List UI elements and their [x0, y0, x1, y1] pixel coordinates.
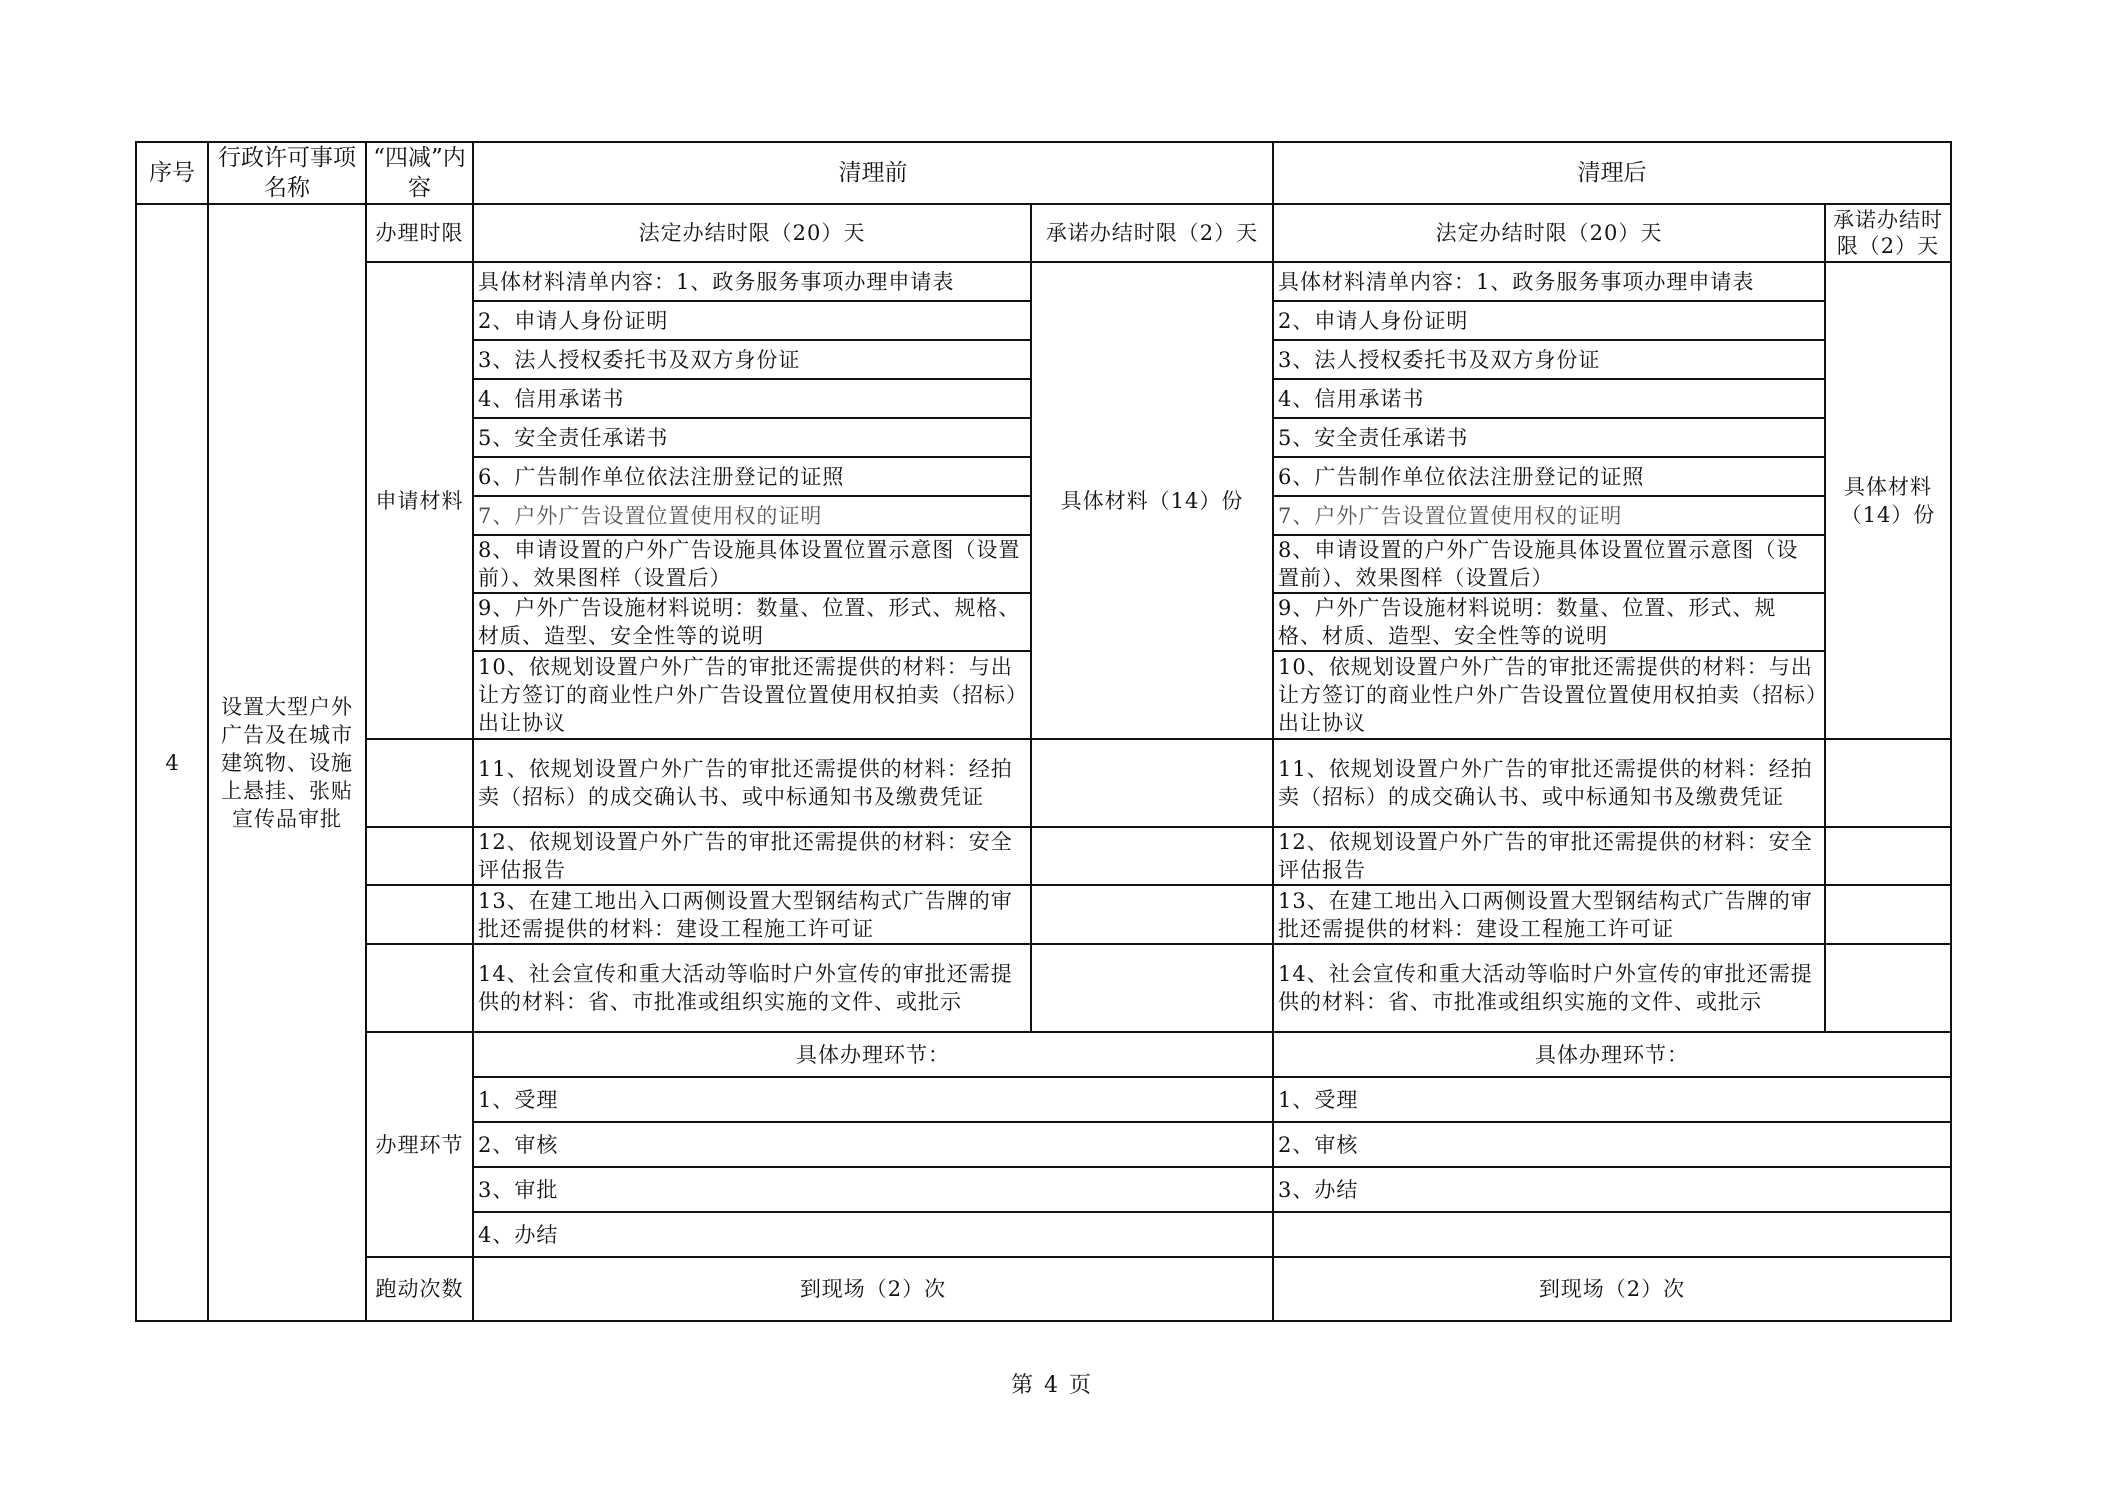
after-material-item: 12、依规划设置户外广告的审批还需提供的材料：安全评估报告 [1273, 827, 1825, 885]
after-steps-title: 具体办理环节： [1273, 1032, 1951, 1077]
after-step-blank-cell [1273, 1212, 1951, 1257]
before-blank-cell [1031, 885, 1273, 944]
item-name: 设置大型户外广告及在城市建筑物、设施上悬挂、张贴宣传品审批 [208, 204, 366, 1321]
category-materials: 申请材料 [366, 262, 473, 739]
header-after: 清理后 [1273, 142, 1951, 204]
item-seq: 4 [136, 204, 208, 1321]
before-material-item: 10、依规划设置户外广告的审批还需提供的材料：与出让方签订的商业性户外广告设置位置使用权拍卖（招标）出让协议 [473, 651, 1031, 739]
after-material-item: 14、社会宣传和重大活动等临时户外宣传的审批还需提供的材料：省、市批准或组织实施的文件、或批示 [1273, 944, 1825, 1032]
after-materials-count: 具体材料（14）份 [1825, 262, 1951, 739]
after-legal-limit: 法定办结时限（20）天 [1273, 204, 1825, 262]
after-material-item: 4、信用承诺书 [1273, 379, 1825, 418]
after-material-item: 6、广告制作单位依法注册登记的证照 [1273, 457, 1825, 496]
after-material-item: 3、法人授权委托书及双方身份证 [1273, 340, 1825, 379]
before-material-item: 13、在建工地出入口两侧设置大型钢结构式广告牌的审批还需提供的材料：建设工程施工许可证 [473, 885, 1031, 944]
before-promise-limit: 承诺办结时限（2）天 [1031, 204, 1273, 262]
header-before: 清理前 [473, 142, 1273, 204]
after-material-item: 8、申请设置的户外广告设施具体设置位置示意图（设置前）、效果图样（设置后） [1273, 535, 1825, 593]
before-blank-cell [1031, 944, 1273, 1032]
after-blank-cell [1825, 885, 1951, 944]
before-material-item: 12、依规划设置户外广告的审批还需提供的材料：安全评估报告 [473, 827, 1031, 885]
before-material-item: 2、申请人身份证明 [473, 301, 1031, 340]
category-blank-cell [366, 827, 473, 885]
before-step-item: 4、办结 [473, 1212, 1273, 1257]
after-promise-limit: 承诺办结时限（2）天 [1825, 204, 1951, 262]
header-seq: 序号 [136, 142, 208, 204]
after-step-item: 1、受理 [1273, 1077, 1951, 1122]
before-material-item: 7、户外广告设置位置使用权的证明 [473, 496, 1031, 535]
after-material-item: 10、依规划设置户外广告的审批还需提供的材料：与出让方签订的商业性户外广告设置位置使用权拍卖（招标）出让协议 [1273, 651, 1825, 739]
before-step-item: 1、受理 [473, 1077, 1273, 1122]
before-material-item: 14、社会宣传和重大活动等临时户外宣传的审批还需提供的材料：省、市批准或组织实施的文件、或批示 [473, 944, 1031, 1032]
category-blank-cell [366, 885, 473, 944]
before-visits: 到现场（2）次 [473, 1257, 1273, 1321]
after-material-item: 具体材料清单内容：1、政务服务事项办理申请表 [1273, 262, 1825, 301]
category-steps: 办理环节 [366, 1032, 473, 1257]
before-blank-cell [1031, 827, 1273, 885]
after-blank-cell [1825, 944, 1951, 1032]
after-blank-cell [1825, 739, 1951, 827]
review-table [135, 141, 1952, 1322]
category-blank-cell [366, 739, 473, 827]
after-material-item: 7、户外广告设置位置使用权的证明 [1273, 496, 1825, 535]
before-step-item: 3、审批 [473, 1167, 1273, 1212]
before-material-item: 9、户外广告设施材料说明：数量、位置、形式、规格、材质、造型、安全性等的说明 [473, 593, 1031, 651]
before-materials-count: 具体材料（14）份 [1031, 262, 1273, 739]
header-four-reductions: “四减”内容 [366, 142, 473, 204]
before-material-item: 6、广告制作单位依法注册登记的证照 [473, 457, 1031, 496]
before-legal-limit: 法定办结时限（20）天 [473, 204, 1031, 262]
before-steps-title: 具体办理环节： [473, 1032, 1273, 1077]
after-material-item: 9、户外广告设施材料说明：数量、位置、形式、规格、材质、造型、安全性等的说明 [1273, 593, 1825, 651]
before-material-item: 11、依规划设置户外广告的审批还需提供的材料：经拍卖（招标）的成交确认书、或中标通知书及缴费凭证 [473, 739, 1031, 827]
page-number: 第 4 页 [1011, 1373, 1093, 1398]
before-step-item: 2、审核 [473, 1122, 1273, 1167]
before-blank-cell [1031, 739, 1273, 827]
after-material-item: 2、申请人身份证明 [1273, 301, 1825, 340]
before-material-item: 8、申请设置的户外广告设施具体设置位置示意图（设置前）、效果图样（设置后） [473, 535, 1031, 593]
before-material-item: 3、法人授权委托书及双方身份证 [473, 340, 1031, 379]
category-blank-cell [366, 944, 473, 1032]
before-material-item: 具体材料清单内容：1、政务服务事项办理申请表 [473, 262, 1031, 301]
after-step-item: 3、办结 [1273, 1167, 1951, 1212]
after-visits: 到现场（2）次 [1273, 1257, 1951, 1321]
category-visits: 跑动次数 [366, 1257, 473, 1321]
after-material-item: 11、依规划设置户外广告的审批还需提供的材料：经拍卖（招标）的成交确认书、或中标通知书及缴费凭证 [1273, 739, 1825, 827]
header-item-name: 行政许可事项名称 [208, 142, 366, 204]
after-blank-cell [1825, 827, 1951, 885]
before-material-item: 5、安全责任承诺书 [473, 418, 1031, 457]
after-material-item: 5、安全责任承诺书 [1273, 418, 1825, 457]
before-material-item: 4、信用承诺书 [473, 379, 1031, 418]
after-step-item: 2、审核 [1273, 1122, 1951, 1167]
after-material-item: 13、在建工地出入口两侧设置大型钢结构式广告牌的审批还需提供的材料：建设工程施工许可证 [1273, 885, 1825, 944]
category-time-limit: 办理时限 [366, 204, 473, 262]
